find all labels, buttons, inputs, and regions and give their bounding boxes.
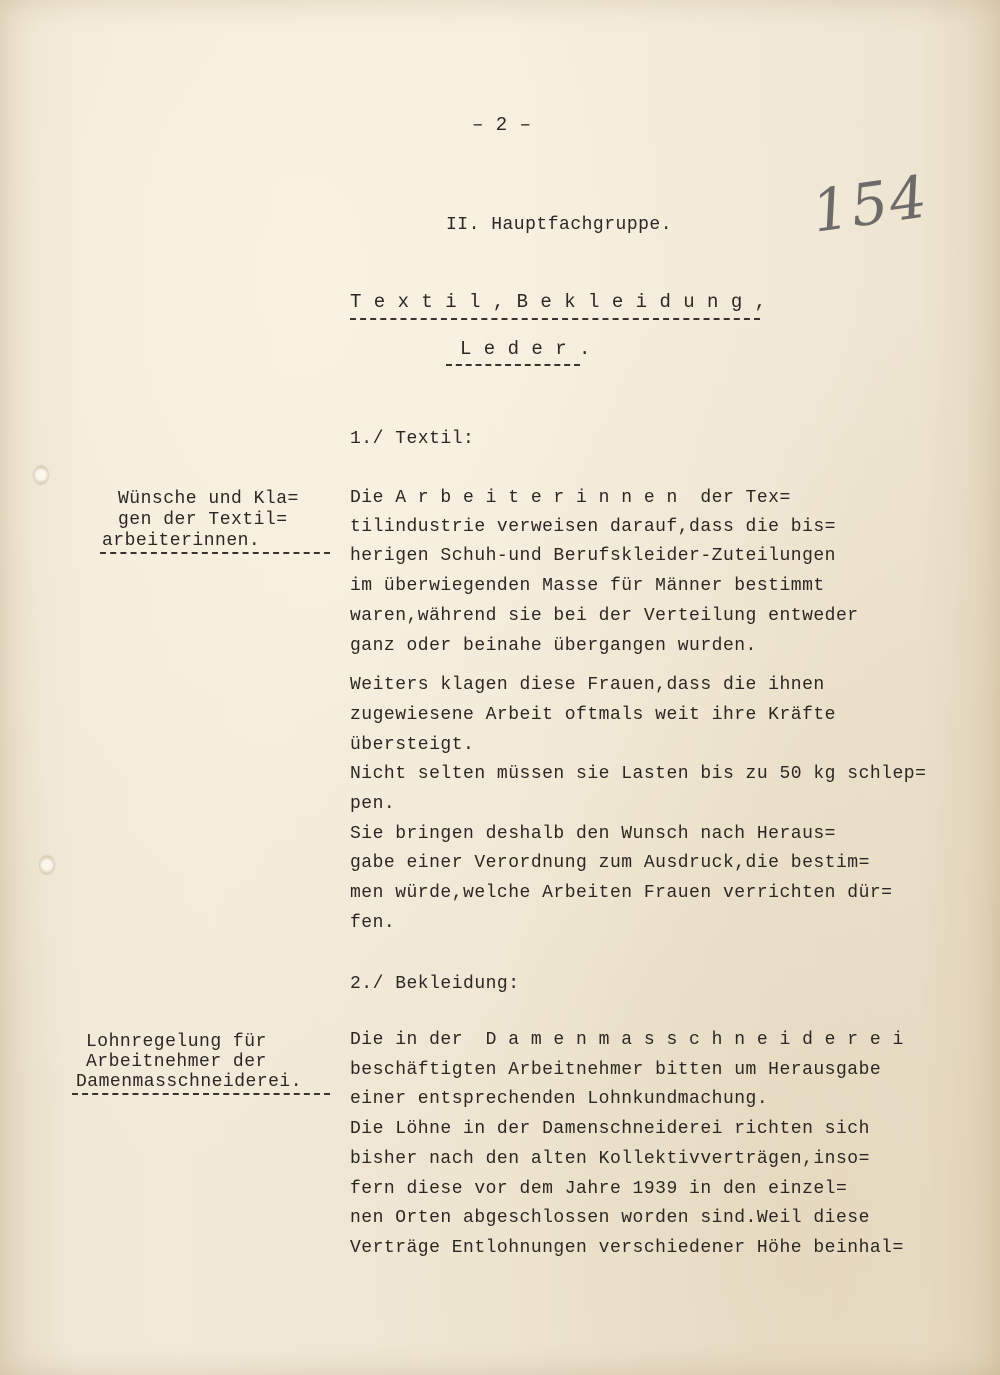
body-line: beschäftigten Arbeitnehmer bitten um Herausgabe [350, 1060, 882, 1080]
body-line: Sie bringen deshalb den Wunsch nach Heraus= [350, 824, 836, 844]
body-line: übersteigt. [350, 735, 475, 755]
margin-note-line: Lohnregelung für [86, 1032, 267, 1052]
margin-note-underline [72, 1093, 330, 1095]
body-line: nen Orten abgeschlossen worden sind.Weil diese [350, 1208, 870, 1228]
body-line: einer entsprechenden Lohnkundmachung. [350, 1089, 769, 1109]
section-heading: 2./ Bekleidung: [350, 974, 520, 994]
body-line: bisher nach den alten Kollektivverträgen,inso= [350, 1149, 870, 1169]
handwritten-folio-number: 154 [807, 162, 933, 246]
section-heading: 1./ Textil: [350, 429, 475, 449]
margin-note-line: arbeiterinnen. [102, 531, 261, 551]
body-line: Verträge Entlohnungen verschiedener Höhe beinhal= [350, 1238, 904, 1258]
margin-note-line: Damenmasschneiderei. [76, 1072, 303, 1092]
body-line: Weiters klagen diese Frauen,dass die ihnen [350, 675, 825, 695]
punch-hole-bottom [40, 856, 54, 874]
body-line: waren,während sie bei der Verteilung entweder [350, 606, 859, 626]
title-line-1-underline [350, 318, 760, 320]
body-line: Die Löhne in der Damenschneiderei richten sich [350, 1119, 870, 1139]
body-line: fen. [350, 913, 396, 933]
body-line: Die in der D a m e n m a s s c h n e i d e r e i [350, 1030, 904, 1050]
body-line: gabe einer Verordnung zum Ausdruck,die bestim= [350, 853, 870, 873]
margin-note-underline [100, 552, 330, 554]
body-line: herigen Schuh-und Berufskleider-Zuteilungen [350, 546, 836, 566]
body-line: men würde,welche Arbeiten Frauen verrichten dür= [350, 883, 893, 903]
body-line: im überwiegenden Masse für Männer bestimmt [350, 576, 825, 596]
page-number: – 2 – [472, 114, 532, 136]
body-line: Nicht selten müssen sie Lasten bis zu 50 kg schlep= [350, 764, 927, 784]
body-line: Die A r b e i t e r i n n e n der Tex= [350, 488, 791, 508]
body-line: ganz oder beinahe übergangen wurden. [350, 636, 757, 656]
margin-note-line: Arbeitnehmer der [86, 1052, 267, 1072]
title-line-1: T e x t i l , B e k l e i d u n g , [350, 291, 767, 313]
body-line: tilindustrie verweisen darauf,dass die bis= [350, 517, 836, 537]
margin-note-line: Wünsche und Kla= [118, 489, 299, 509]
punch-hole-top [34, 466, 48, 484]
title-line-2: L e d e r . [460, 338, 591, 360]
title-line-2-underline [446, 364, 580, 366]
margin-note-line: gen der Textil= [118, 510, 288, 530]
body-line: fern diese vor dem Jahre 1939 in den einzel= [350, 1179, 848, 1199]
group-heading: II. Hauptfachgruppe. [446, 215, 673, 235]
body-line: pen. [350, 794, 396, 814]
body-line: zugewiesene Arbeit oftmals weit ihre Kräfte [350, 705, 836, 725]
